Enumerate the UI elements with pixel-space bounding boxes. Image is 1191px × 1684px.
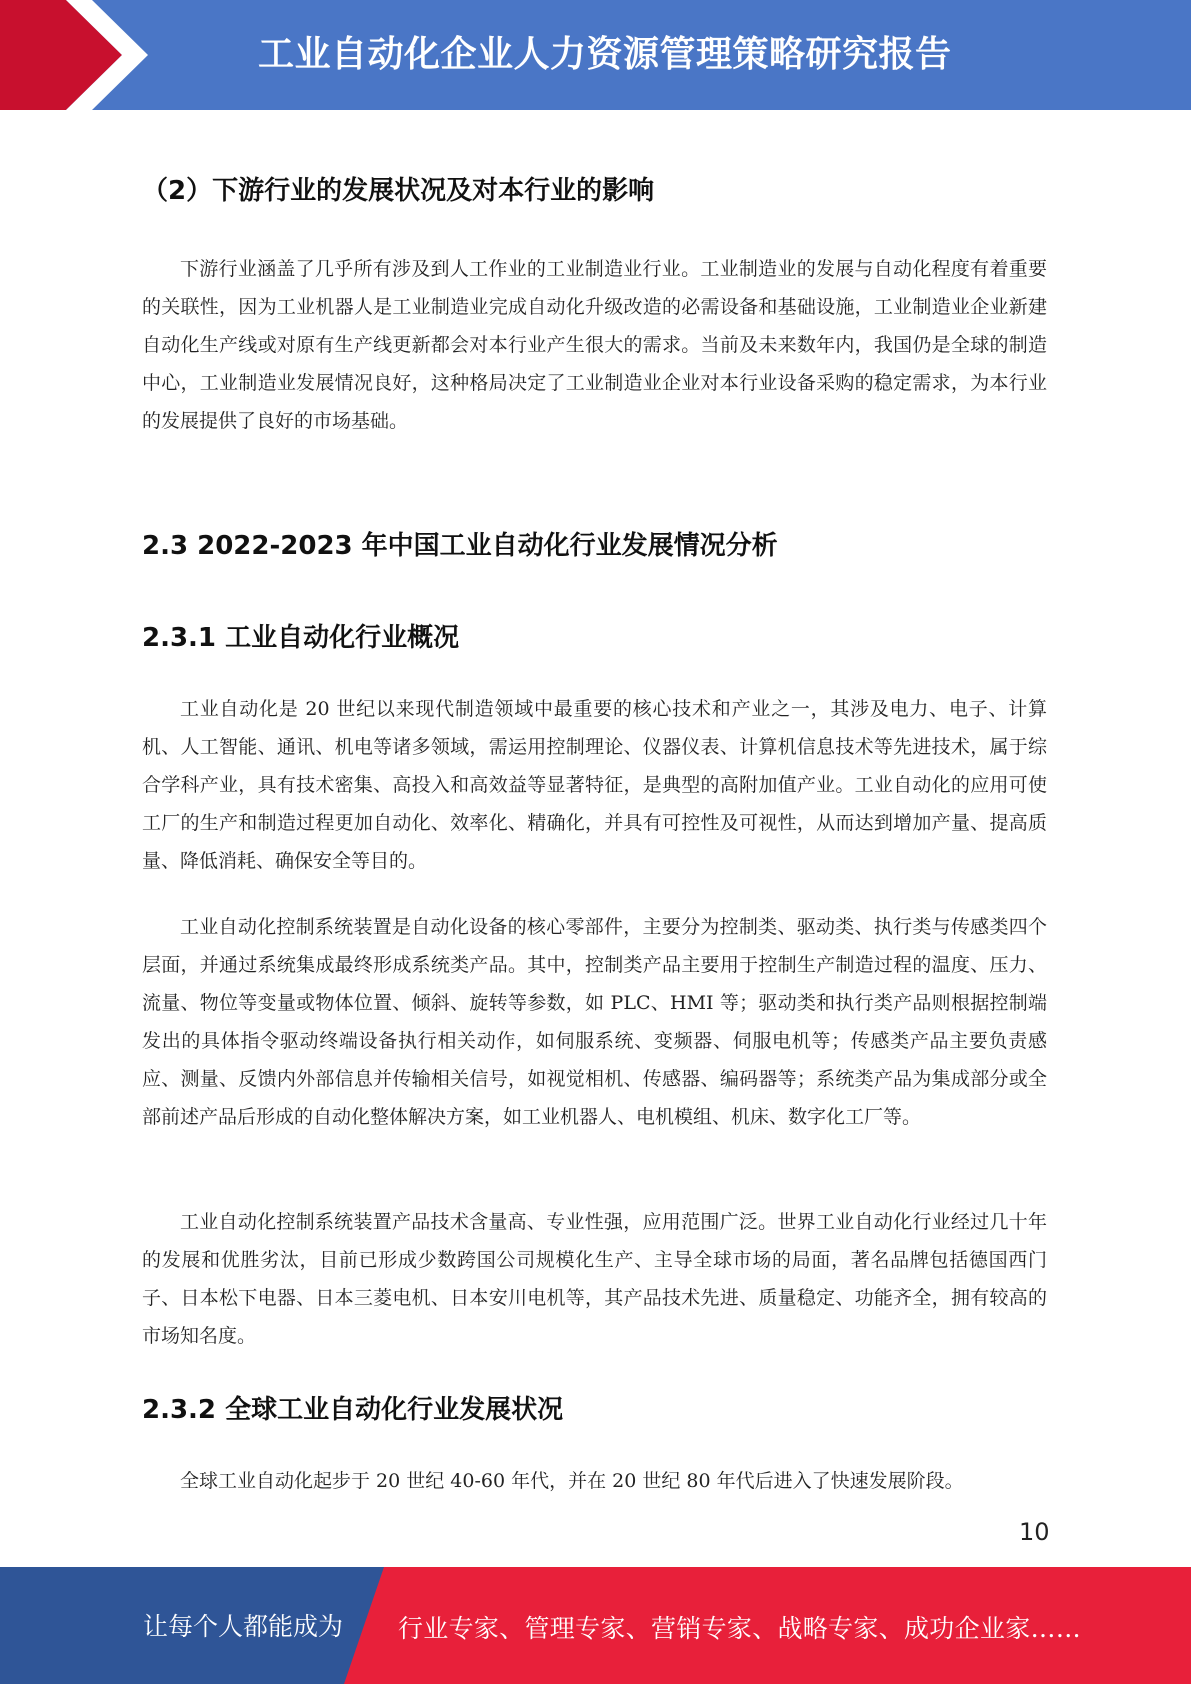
section-2-3-1-paragraph-2: 工业自动化控制系统装置是自动化设备的核心零部件，主要分为控制类、驱动类、执行类与传感类四个层面，并通过系统集成最终形成系统类产品。其中，控制类产品主要用于控制生产制造过程的温度、压力、流量、物位等变量或物体位置、倾斜、旋转等参数，如 PLC、HMI 等；驱动类和执行类产品则根据控制端发出的具体指令驱动终端设备执行相关动作，如伺服系统、变频器、伺服电机等；传感类产品主要负责感应、测量、反馈内外部信息并传输相关信号，如视觉相机、传感器、编码器等；系统类产品为集成部分或全部前述产品后形成的自动化整体解决方案，如工业机器人、电机模组、机床、数字化工厂等。 [142, 916, 1047, 1128]
section-2-3-heading: 2.3 2022-2023 年中国工业自动化行业发展情况分析 [142, 531, 778, 561]
section-2-3-1-heading: 2.3.1 工业自动化行业概况 [142, 623, 460, 653]
section-2-3-1-paragraph-1: 工业自动化是 20 世纪以来现代制造领域中最重要的核心技术和产业之一，其涉及电力、电子、计算机、人工智能、通讯、机电等诸多领域，需运用控制理论、仪器仪表、计算机信息技术等先进技术，属于综合学科产业，具有技术密集、高投入和高效益等显著特征，是典型的高附加值产业。工业自动化的应用可使工厂的生产和制造过程更加自动化、效率化、精确化，并具有可控性及可视性，从而达到增加产量、提高质量、降低消耗、确保安全等目的。 [142, 698, 1047, 872]
downstream-heading: （2）下游行业的发展状况及对本行业的影响 [142, 176, 655, 206]
section-2-3-1-paragraph-3: 工业自动化控制系统装置产品技术含量高、专业性强，应用范围广泛。世界工业自动化行业经过几十年的发展和优胜劣汰，目前已形成少数跨国公司规模化生产、主导全球市场的局面，著名品牌包括德国西门子、日本松下电器、日本三菱电机、日本安川电机等，其产品技术先进、质量稳定、功能齐全，拥有较高的市场知名度。 [142, 1211, 1047, 1347]
page-footer [0, 1567, 1191, 1684]
downstream-paragraph: 下游行业涵盖了几乎所有涉及到人工作业的工业制造业行业。工业制造业的发展与自动化程度有着重要的关联性，因为工业机器人是工业制造业完成自动化升级改造的必需设备和基础设施，工业制造业企业新建自动化生产线或对原有生产线更新都会对本行业产生很大的需求。当前及未来数年内，我国仍是全球的制造中心，工业制造业发展情况良好，这种格局决定了工业制造业企业对本行业设备采购的稳定需求，为本行业的发展提供了良好的市场基础。 [142, 258, 1047, 432]
report-title: 工业自动化企业人力资源管理策略研究报告 [258, 34, 952, 75]
page-number: 10 [1019, 1518, 1050, 1546]
section-2-3-2-heading: 2.3.2 全球工业自动化行业发展状况 [142, 1395, 564, 1425]
section-2-3-2-paragraph-1: 全球工业自动化起步于 20 世纪 40-60 年代，并在 20 世纪 80 年代后进入了快速发展阶段。 [180, 1470, 964, 1492]
footer-slogan-left: 让每个人都能成为 [143, 1612, 344, 1641]
page-header [0, 0, 1191, 110]
footer-slogan-right: 行业专家、管理专家、营销专家、战略专家、成功企业家…… [398, 1614, 1082, 1643]
